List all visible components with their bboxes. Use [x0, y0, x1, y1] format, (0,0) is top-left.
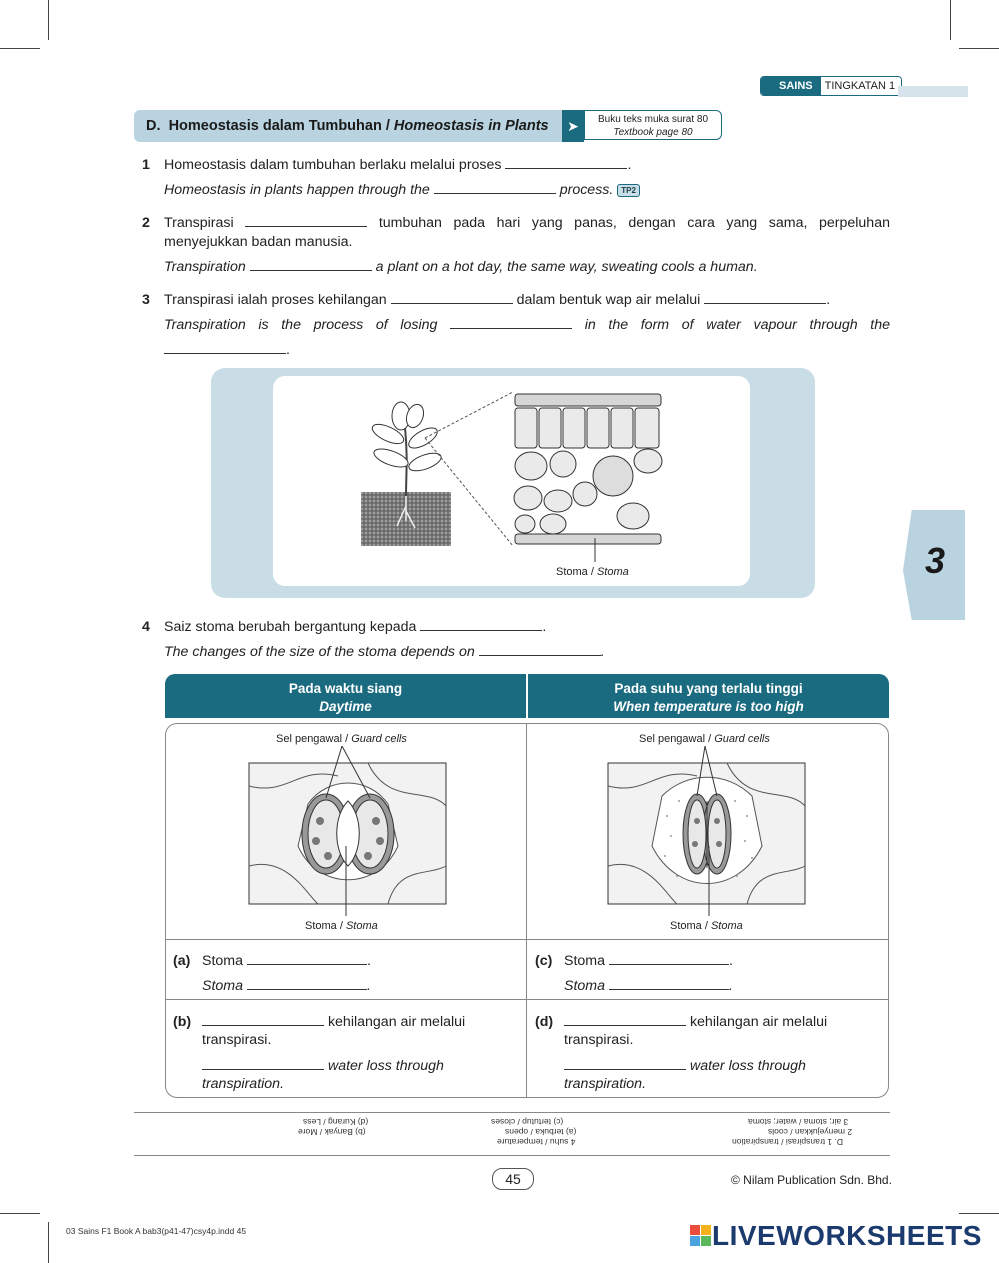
q4-text-my: Saiz stoma berubah bergantung kepada: [164, 619, 417, 635]
q3-text-my: Transpirasi ialah proses kehilangan: [164, 292, 387, 308]
loss-text-en2: transpiration.: [564, 1076, 647, 1092]
stoma-label-my: Stoma /: [670, 920, 711, 932]
page-number: 45: [492, 1168, 534, 1190]
q2-text-my-b: tumbuhan pada hari yang panas, dengan cara yang sama, perpeluhan: [378, 215, 890, 231]
q1-text-en-end: process.: [559, 182, 614, 198]
leaf-cross-section-illustration: [273, 376, 750, 586]
answer-blank[interactable]: [434, 180, 556, 194]
level-label: TINGKATAN 1: [821, 77, 902, 95]
question-number: 4: [142, 619, 150, 635]
answer-line: (c) tertutup / closes: [491, 1117, 564, 1127]
q3-text-en-b: in the form of water vapour through the: [584, 317, 891, 333]
col1-title-my: Pada waktu siang: [288, 681, 403, 696]
answer-blank[interactable]: [609, 976, 729, 990]
question-1-my: [164, 155, 631, 175]
arrow-right-icon: ➤: [562, 110, 584, 142]
loss-text-my2: transpirasi.: [564, 1032, 634, 1048]
q1-text-my: Homeostasis dalam tumbuhan berlaku melalui proses: [164, 157, 502, 173]
stoma-caption-en: Stoma: [596, 566, 629, 578]
part-a-my: [202, 951, 371, 971]
crop-mark: [959, 48, 999, 49]
liveworksheets-icon: [690, 1225, 712, 1247]
part-c-my: [564, 951, 733, 971]
q2-text-my: Transpirasi: [164, 215, 234, 231]
q3-text-en: Transpiration is the process of losing: [164, 317, 438, 333]
stoma-word-en: Stoma: [564, 978, 606, 994]
punct: .: [366, 953, 371, 969]
question-4-en: [164, 642, 605, 662]
col2-title-my: Pada suhu yang terlalu tinggi: [614, 681, 803, 696]
section-title-my: Homeostasis dalam Tumbuhan: [168, 118, 382, 134]
answer-blank[interactable]: [245, 213, 367, 227]
question-3-en: [164, 315, 890, 335]
table-header: [165, 674, 889, 718]
stoma-label-en: Stoma: [345, 920, 378, 932]
header-daytime: [165, 674, 528, 718]
guard-cells-label: [276, 733, 407, 745]
question-1-en: [164, 180, 640, 200]
closed-stoma-diagram: [607, 746, 807, 916]
part-a-label: (a): [173, 953, 191, 969]
question-3-my: [164, 290, 830, 310]
question-number: 1: [142, 157, 150, 173]
part-a-en: [202, 976, 371, 996]
loss-text-en2: transpiration.: [202, 1076, 285, 1092]
subject-label: SAINS: [761, 77, 821, 95]
textbook-reference: [584, 110, 722, 140]
guard-cells-my: Sel pengawal /: [276, 733, 352, 745]
answer-line: (d) Kurang / Less: [303, 1117, 369, 1127]
answer-blank[interactable]: [202, 1012, 324, 1026]
section-label: D.: [146, 118, 161, 134]
crop-mark: [959, 1213, 999, 1214]
q2-text-en-b: a plant on a hot day, the same way, sweating cools a human.: [375, 259, 758, 275]
crop-mark: [48, 0, 49, 40]
q2-text-en: Transpiration: [164, 259, 246, 275]
answer-blank[interactable]: [247, 976, 367, 990]
loss-text-my: kehilangan air melalui: [689, 1014, 828, 1030]
question-number: 3: [142, 292, 150, 308]
loss-text-en: water loss through: [689, 1058, 806, 1074]
open-stoma-diagram: [248, 746, 448, 916]
answer-blank[interactable]: [250, 257, 372, 271]
header-high-temperature: [528, 674, 889, 718]
loss-text-my: kehilangan air melalui: [327, 1014, 466, 1030]
part-b-my: [202, 1012, 465, 1032]
part-c-label: (c): [535, 953, 553, 969]
question-2-en: [164, 257, 758, 277]
table-divider: [165, 939, 889, 940]
answer-blank[interactable]: [450, 315, 572, 329]
leaf: [372, 445, 411, 470]
answer-line: (a) terbuka / opens: [505, 1127, 577, 1137]
col1-title-en: Daytime: [319, 699, 372, 714]
guard-cells-label: [639, 733, 770, 745]
section-title-en: Homeostasis in Plants: [393, 118, 549, 134]
punct: .: [366, 978, 371, 994]
stoma-word: Stoma: [564, 953, 606, 969]
file-name: 03 Sains F1 Book A bab3(p41-47)csy4p.indd 45: [66, 1226, 247, 1236]
stoma-label: [305, 920, 378, 932]
crop-mark: [0, 48, 40, 49]
question-2-my-line2: menyejukkan badan manusia.: [164, 234, 353, 250]
answer-blank[interactable]: [202, 1056, 324, 1070]
part-b-en: [202, 1056, 444, 1076]
answer-blank[interactable]: [564, 1056, 686, 1070]
answer-line: D. 1 transpirasi / transpiration: [732, 1137, 844, 1147]
subject-badge: [760, 76, 902, 96]
stoma-label-my: Stoma /: [305, 920, 346, 932]
punct: .: [728, 953, 733, 969]
textbook-ref-en: Textbook page 80: [613, 127, 693, 138]
part-c-en: [564, 976, 733, 996]
liveworksheets-logo[interactable]: [690, 1219, 982, 1253]
guard-cells-my: Sel pengawal /: [639, 733, 715, 745]
loss-text-my2: transpirasi.: [202, 1032, 272, 1048]
table-divider: [526, 723, 527, 1098]
q4-punct: .: [542, 619, 547, 635]
tp-badge: TP2: [617, 184, 640, 197]
leaf: [406, 424, 441, 452]
stoma-label: [670, 920, 743, 932]
liveworksheets-wordmark: LIVEWORKSHEETS: [712, 1220, 982, 1251]
question-4-my: [164, 617, 546, 637]
part-b-label: (b): [173, 1014, 192, 1030]
answer-blank[interactable]: [704, 290, 826, 304]
answer-line: 4 suhu / temperature: [497, 1137, 576, 1147]
answer-line: (b) Banyak / More: [298, 1127, 366, 1137]
copyright: © Nilam Publication Sdn. Bhd.: [731, 1173, 892, 1187]
guard-cells-en: Guard cells: [351, 733, 407, 745]
crop-mark: [0, 1213, 40, 1214]
stoma-label-en: Stoma: [710, 920, 743, 932]
stoma-word: Stoma: [202, 953, 244, 969]
stoma-caption-my: Stoma /: [556, 566, 597, 578]
textbook-ref-my: Buku teks muka surat 80: [597, 114, 709, 125]
answer-line: 3 air; stoma / water; stoma: [748, 1117, 849, 1127]
answer-blank[interactable]: [609, 951, 729, 965]
crop-mark: [950, 0, 951, 40]
table-divider: [165, 999, 889, 1000]
q1-punct: .: [627, 157, 632, 173]
question-2-my-line1: [164, 213, 890, 233]
q3-text-my-b: dalam bentuk wap air melalui: [516, 292, 701, 308]
answer-blank[interactable]: [505, 155, 627, 169]
section-title: [134, 110, 564, 142]
answer-blank[interactable]: [420, 617, 542, 631]
q3-punct: .: [826, 292, 831, 308]
question-number: 2: [142, 215, 150, 231]
answer-line: 2 menyejukkan / cools: [768, 1127, 853, 1137]
answer-blank[interactable]: [247, 951, 367, 965]
stoma-caption: [556, 566, 629, 578]
stoma-word-en: Stoma: [202, 978, 244, 994]
answer-blank[interactable]: [391, 290, 513, 304]
loss-text-en: water loss through: [327, 1058, 444, 1074]
part-d-en: [564, 1056, 806, 1076]
answer-blank[interactable]: [479, 642, 601, 656]
answer-blank[interactable]: [164, 340, 286, 354]
question-3-en-line2: [164, 340, 290, 360]
zoom-line: [425, 392, 513, 438]
col2-title-en: When temperature is too high: [613, 699, 804, 714]
q1-text-en: Homeostasis in plants happen through the: [164, 182, 430, 198]
part-d-label: (d): [535, 1014, 554, 1030]
q3-punct-en: .: [286, 342, 290, 358]
chapter-number: 3: [924, 540, 946, 581]
part-d-my: [564, 1012, 827, 1032]
guard-cells-en: Guard cells: [714, 733, 770, 745]
crop-mark: [48, 1222, 49, 1263]
q4-text-en: The changes of the size of the stoma depends on: [164, 644, 475, 660]
answer-blank[interactable]: [564, 1012, 686, 1026]
q4-punct-en: .: [600, 644, 605, 660]
punct: .: [728, 978, 733, 994]
header-strip: [898, 86, 968, 97]
section-separator: /: [385, 118, 390, 134]
